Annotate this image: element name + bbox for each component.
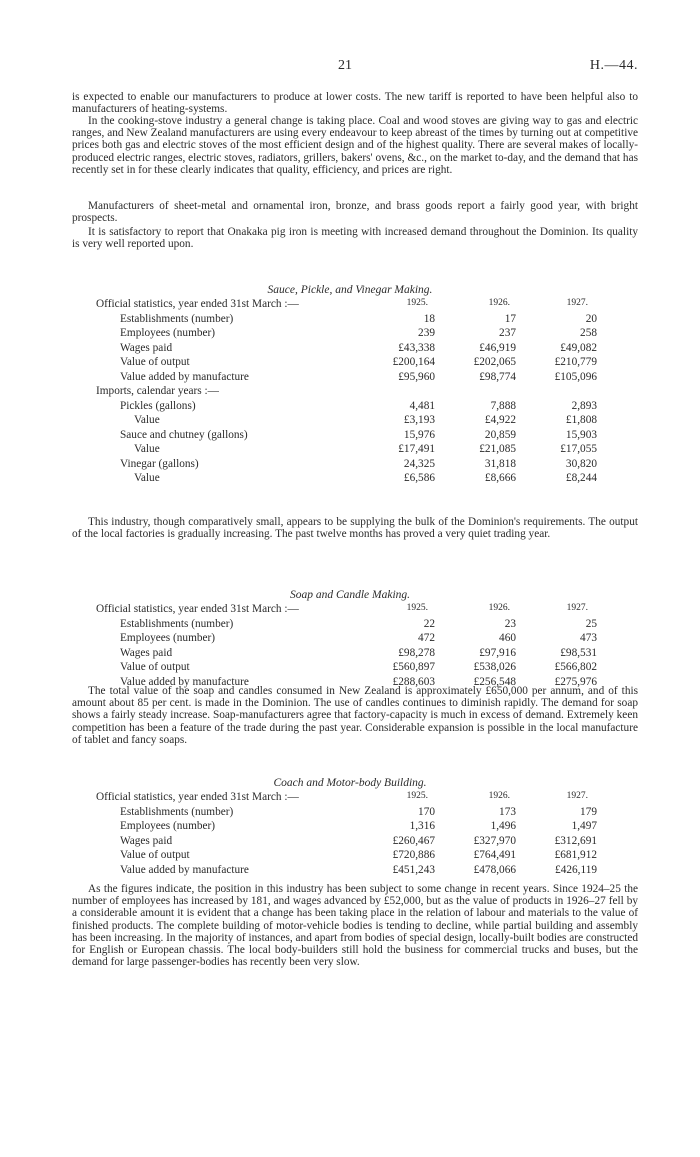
row-value: £260,467 — [392, 834, 435, 847]
row-value: £46,919 — [479, 341, 516, 354]
row-value: £202,065 — [473, 356, 516, 368]
row-value: £17,491 — [398, 443, 435, 455]
commentary-sauce: This industry, though comparatively small, appears to be supplying the bulk of the Dominion's requirements. The output of the local factories is gradually increasing. The past twelve months has proved a very quiet trading year. — [72, 516, 638, 541]
row-label: Employees (number) — [120, 820, 216, 832]
statistics-table-soap — [0, 603, 700, 690]
year-column-header: 1925. — [406, 298, 428, 308]
row-value: £49,082 — [560, 341, 597, 354]
row-value: £98,531 — [560, 646, 597, 659]
table-row — [0, 820, 700, 835]
table-header-row — [0, 298, 700, 313]
section-title-soap: Soap and Candle Making. — [289, 589, 411, 601]
row-value: £275,976 — [554, 675, 597, 688]
row-value: 237 — [499, 327, 516, 339]
row-value: £4,922 — [484, 414, 516, 426]
row-label: Value added by manufacture — [120, 863, 249, 876]
year-column-header: 1927. — [566, 603, 588, 613]
row-value: £98,278 — [398, 646, 435, 659]
row-label: Establishments (number) — [120, 312, 234, 325]
row-value: £312,691 — [554, 834, 597, 847]
row-value: 460 — [499, 632, 516, 644]
table-row — [0, 414, 700, 429]
row-value: £95,960 — [398, 370, 435, 383]
row-label: Sauce and chutney (gallons) — [120, 428, 248, 441]
year-column-header: 1927. — [566, 298, 588, 308]
statistics-table-coach — [0, 791, 700, 878]
year-column-header: 1925. — [406, 791, 428, 801]
year-column-header: 1927. — [566, 791, 588, 801]
row-value: £327,970 — [473, 834, 516, 847]
table-row — [0, 632, 700, 647]
row-value: 23 — [504, 617, 516, 630]
row-label: Value of output — [120, 661, 190, 673]
table-heading: Official statistics, year ended 31st March :— — [96, 298, 299, 310]
row-label: Value — [134, 414, 160, 426]
row-value: 4,481 — [409, 399, 435, 412]
row-label: Pickles (gallons) — [120, 399, 196, 412]
row-value: 20,859 — [484, 428, 516, 441]
row-value: £200,164 — [392, 356, 435, 368]
table-row — [0, 849, 700, 864]
intro-paragraph-4: It is satisfactory to report that Onakaka pig iron is meeting with increased demand throughout the Dominion. Its quality is very well reported upon. — [72, 226, 638, 251]
row-value: £720,886 — [392, 849, 435, 861]
statistics-table-sauce — [0, 298, 700, 487]
row-value: 15,903 — [565, 428, 597, 441]
row-value: £764,491 — [473, 849, 516, 861]
row-label: Employees (number) — [120, 632, 216, 644]
row-value: 30,820 — [565, 457, 597, 470]
table-row — [0, 647, 700, 662]
row-value: £21,085 — [479, 443, 516, 455]
row-value: 25 — [585, 617, 597, 630]
table-row — [0, 458, 700, 473]
row-label: Value added by manufacture — [120, 675, 249, 688]
row-value: £98,774 — [479, 370, 516, 383]
table-row — [0, 806, 700, 821]
table-heading: Official statistics, year ended 31st March :— — [96, 791, 299, 803]
row-value: 473 — [580, 632, 597, 644]
table-row — [0, 864, 700, 879]
table-row — [0, 313, 700, 328]
row-value: 17 — [504, 312, 516, 325]
table-heading: Official statistics, year ended 31st March :— — [96, 603, 299, 615]
row-label: Wages paid — [120, 341, 173, 354]
row-value: £8,244 — [565, 472, 597, 484]
table-row — [0, 371, 700, 386]
row-value: £43,338 — [398, 341, 435, 354]
row-label: Imports, calendar years :— — [96, 385, 219, 397]
year-column-header: 1926. — [488, 298, 510, 308]
row-label: Value added by manufacture — [120, 370, 249, 383]
commentary-soap: The total value of the soap and candles consumed in New Zealand is approximately £650,000 per annum, and of this amount about 85 per cent. is made in the Dominion. The use of candles continues to diminish rapidly. The demand for soap shows a fairly steady increase. Soap-manufacturers agree that factory-capacity is much in excess of demand. Extremely keen competition has been a feature of the trade during the past year. Considerable expansion is possible in the local manufacture of tablet and fancy soaps. — [72, 685, 638, 746]
row-value: 31,818 — [484, 457, 516, 470]
row-label: Establishments (number) — [120, 617, 234, 630]
table-row — [0, 385, 700, 400]
row-value: £3,193 — [403, 414, 435, 426]
row-value: £210,779 — [554, 356, 597, 368]
year-column-header: 1925. — [406, 603, 428, 613]
table-row — [0, 400, 700, 415]
row-value: £256,548 — [473, 675, 516, 688]
row-value: £478,066 — [473, 863, 516, 876]
row-value: 1,496 — [490, 820, 516, 832]
section-title-sauce: Sauce, Pickle, and Vinegar Making. — [267, 284, 433, 296]
table-row — [0, 472, 700, 487]
row-value: 173 — [499, 805, 516, 818]
row-value: £6,586 — [403, 472, 435, 484]
page-number: 21 — [338, 58, 352, 73]
section-title-coach: Coach and Motor-body Building. — [273, 777, 427, 789]
row-value: 472 — [418, 632, 435, 644]
row-value: 2,893 — [571, 399, 597, 412]
row-value: £17,055 — [560, 443, 597, 455]
table-row — [0, 429, 700, 444]
document-code: H.—44. — [589, 58, 638, 73]
row-value: 24,325 — [403, 457, 435, 470]
year-column-header: 1926. — [488, 791, 510, 801]
intro-paragraph-2: In the cooking-stove industry a general change is taking place. Coal and wood stoves are giving way to gas and electric ranges, and New Zealand manufacturers are using every endeavour to keep abreast of the times by turning out at competitive prices both gas and electric stoves of the most efficient design and of the highest quality. There are several makes of locally-produced electric ranges, electric stoves, radiators, grillers, bakers' ovens, &c., on the market to-day, and the demand that has recently set in for these clearly indicates that quality, efficiency, and prices are right. — [72, 115, 638, 176]
row-value: £288,603 — [392, 675, 435, 688]
row-value: 170 — [418, 805, 435, 818]
row-value: 20 — [585, 312, 597, 325]
row-value: £426,119 — [555, 863, 597, 876]
row-value: £1,808 — [565, 414, 597, 426]
row-label: Value of output — [120, 356, 190, 368]
page-header — [0, 58, 700, 74]
row-value: 1,497 — [571, 820, 597, 832]
row-value: £538,026 — [473, 661, 516, 673]
row-value: 239 — [418, 327, 435, 339]
commentary-coach: As the figures indicate, the position in this industry has been subject to some change in recent years. Since 1924–25 the number of employees has increased by 181, and wages advanced by £52,000, but as the value of products in 1926–27 fell by a considerable amount it is evident that a change has been taking place in the relation of labour and materials to the value of finished products. The complete building of motor-vehicle bodies is tending to decline, while partial building and assembly has been increasing. In the majority of instances, and apart from bodies of special design, locally-built bodies are constructed for English or European chassis. The local body-builders still hold the business for commercial trucks and buses, but the demand for large passenger-bodies has recently been very slow. — [72, 883, 638, 969]
table-row — [0, 327, 700, 342]
row-value: 15,976 — [403, 428, 435, 441]
row-label: Value of output — [120, 849, 190, 861]
row-label: Vinegar (gallons) — [120, 457, 199, 470]
row-value: £566,802 — [554, 661, 597, 673]
row-value: 258 — [580, 327, 597, 339]
row-label: Wages paid — [120, 834, 173, 847]
table-row — [0, 835, 700, 850]
row-value: £105,096 — [554, 370, 597, 383]
row-value: 7,888 — [490, 399, 516, 412]
row-value: £8,666 — [484, 472, 516, 484]
row-value: £451,243 — [392, 863, 435, 876]
row-label: Value — [134, 443, 160, 455]
row-value: £560,897 — [392, 661, 435, 673]
table-header-row — [0, 791, 700, 806]
row-value: 18 — [423, 312, 435, 325]
row-label: Employees (number) — [120, 327, 216, 339]
year-column-header: 1926. — [488, 603, 510, 613]
table-row — [0, 342, 700, 357]
row-label: Establishments (number) — [120, 805, 234, 818]
row-value: 22 — [423, 617, 435, 630]
table-header-row — [0, 603, 700, 618]
row-value: £97,916 — [479, 646, 516, 659]
table-row — [0, 618, 700, 633]
row-label: Value — [134, 472, 160, 484]
table-row — [0, 443, 700, 458]
row-label: Wages paid — [120, 646, 173, 659]
intro-paragraph-3: Manufacturers of sheet-metal and ornamental iron, bronze, and brass goods report a fairly good year, with bright prospects. — [72, 200, 638, 225]
table-row — [0, 661, 700, 676]
intro-paragraph-1: is expected to enable our manufacturers to produce at lower costs. The new tariff is reported to have been helpful also to manufacturers of heating-systems. — [72, 91, 638, 116]
row-value: 1,316 — [409, 820, 435, 832]
table-row — [0, 356, 700, 371]
row-value: £681,912 — [554, 849, 597, 861]
row-value: 179 — [580, 805, 597, 818]
